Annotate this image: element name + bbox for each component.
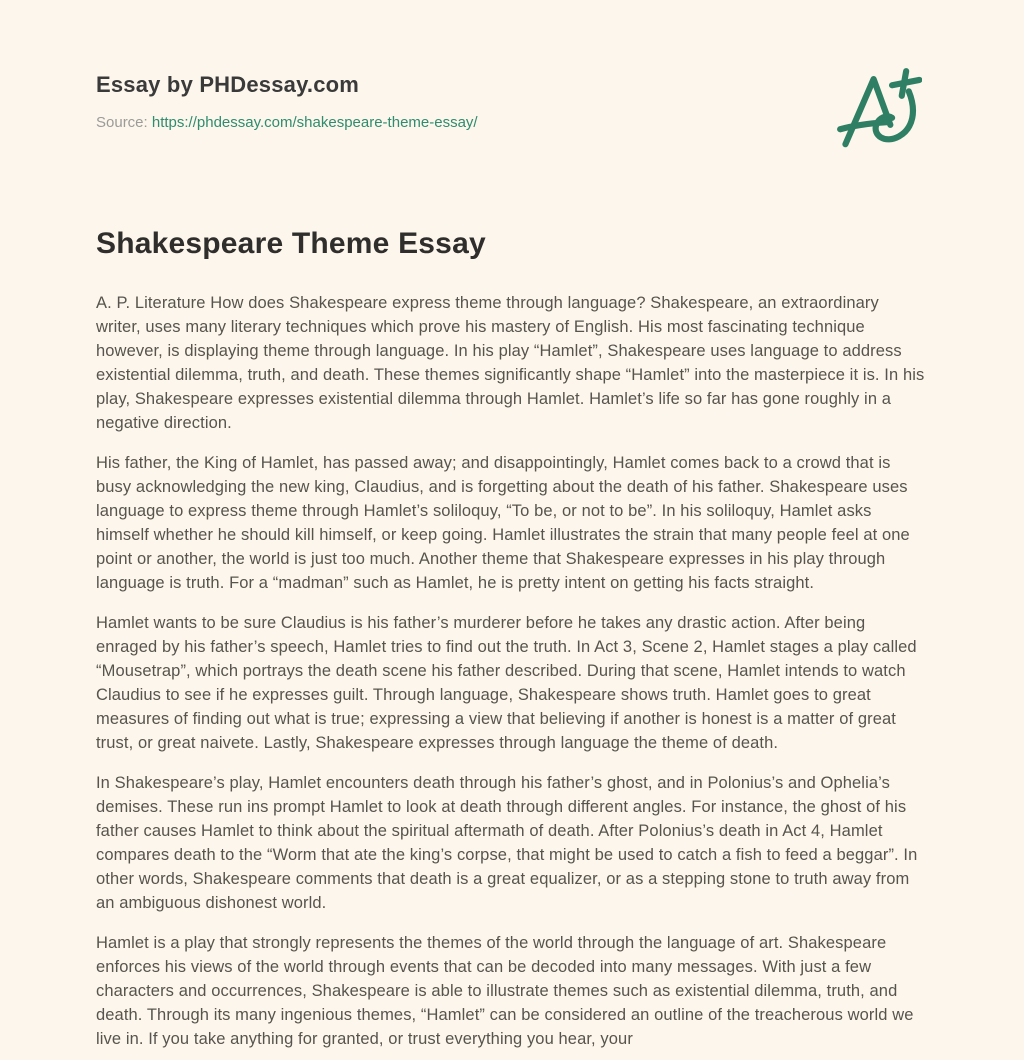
essay-paragraph-1: A. P. Literature How does Shakespeare express theme through language? Shakespeare, an extraordinary writer, uses many literary techniques which prove his mastery of English. His most fascinating technique however, is displaying theme through language. In his play “Hamlet”, Shakespeare uses language to address existential dilemma, truth, and death. These themes significantly shape “Hamlet” into the masterpiece it is. In his play, Shakespeare expresses existential dilemma through Hamlet. Hamlet’s life so far has gone roughly in a negative direction. [96,294,925,432]
source-label: Source: [96,114,148,131]
site-header-title: Essay by PHDessay.com [96,72,360,97]
essay-paragraph-3: Hamlet wants to be sure Claudius is his father’s murderer before he takes any drastic action. After being enraged by his father’s speech, Hamlet tries to find out the truth. In Act 3, Scene 2, Hamlet stages a play called “Mousetrap”, which portrays the death scene his father described. During that scene, Hamlet intends to watch Claudius to see if he expresses guilt. Through language, Shakespeare shows truth. Hamlet goes to great measures of finding out what is true; expressing a view that believing if another is honest is a matter of great trust, or great naivete. Lastly, Shakespeare expresses through language the theme of death. [96,614,917,752]
essay-paragraph-4: In Shakespeare’s play, Hamlet encounters death through his father’s ghost, and in Polonius’s and Ophelia’s demises. These run ins prompt Hamlet to look at death through different angles. For instance, the ghost of his father causes Hamlet to think about the spiritual aftermath of death. After Polonius’s death in Act 4, Hamlet compares death to the “Worm that ate the king’s corpse, that might be used to catch a fish to feed a beggar”. In other words, Shakespeare comments that death is a great equalizer, or as a stepping stone to truth away from an ambiguous dishonest world. [96,774,918,912]
source-line [96,114,478,131]
essay-title: Shakespeare Theme Essay [96,227,486,260]
page-header [96,72,928,161]
essay-body [96,291,928,1051]
source-url-link[interactable]: https://phdessay.com/shakespeare-theme-essay/ [151,114,478,131]
phdessay-logo [834,62,922,161]
header-text-block [96,72,478,131]
essay-paragraph-2: His father, the King of Hamlet, has passed away; and disappointingly, Hamlet comes back to a crowd that is busy acknowledging the new king, Claudius, and is forgetting about the death of his father. Shakespeare uses language to express theme through Hamlet’s soliloquy, “To be, or not to be”. In his soliloquy, Hamlet asks himself whether he should kill himself, or keep going. Hamlet illustrates the strain that many people feel at one point or another, the world is just too much. Another theme that Shakespeare expresses in his play through language is truth. For a “madman” such as Hamlet, he is pretty intent on getting his facts straight. [96,454,910,592]
a-plus-logo-icon [834,62,922,156]
essay-paragraph-5: Hamlet is a play that strongly represents the themes of the world through the language of art. Shakespeare enforces his views of the world through events that can be decoded into many messages. With just a few characters and occurrences, Shakespeare is able to illustrate themes such as existential dilemma, truth, and death. Through its many ingenious themes, “Hamlet” can be considered an outline of the treacherous world we live in. If you take anything for granted, or trust everything you hear, your [96,934,914,1048]
